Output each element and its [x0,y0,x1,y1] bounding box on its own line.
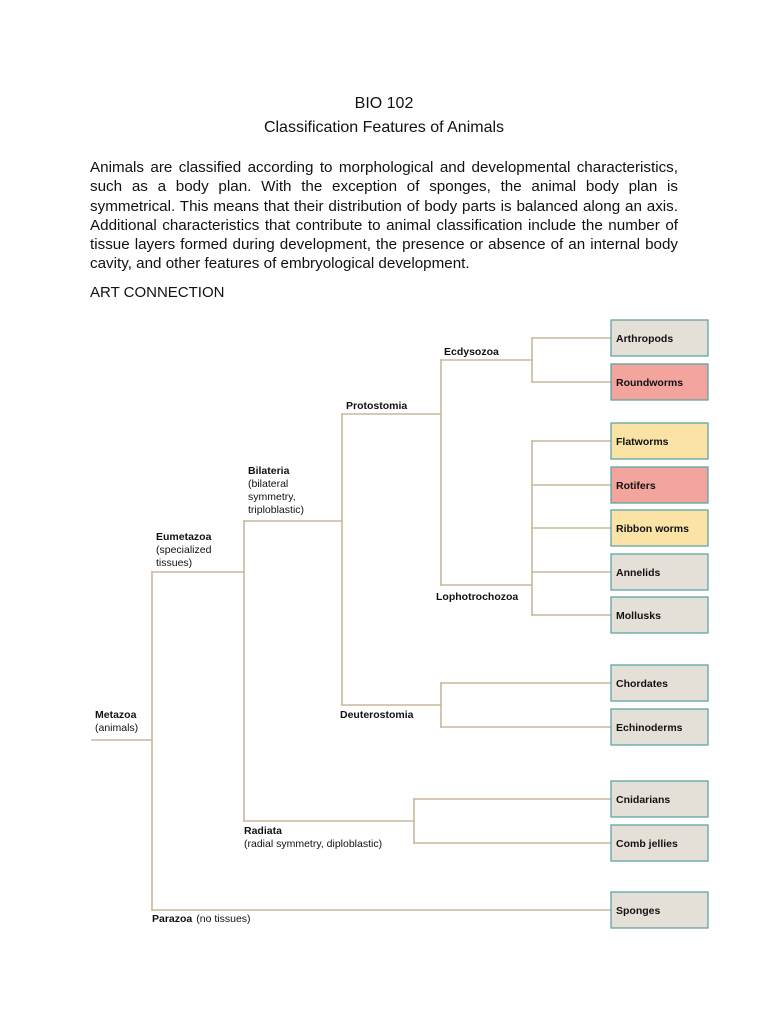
clade-desc-eumetazoa: tissues) [156,557,193,569]
leaf-label: Mollusks [616,610,661,622]
clade-desc-eumetazoa: (specialized [156,544,212,556]
intro-paragraph: Animals are classified according to morphological and developmental characteristics, such as a body plan. With the exception of sponges, the animal body plan is symmetrical. This means that their distribution of body parts is balanced along an axis. Additional characteristics that contribute to animal classification include the number of tissue layers formed during development, the presence or absence of an internal body cavity, and other features of embryological development. [90,159,678,273]
clade-desc-metazoa: (animals) [95,722,139,734]
course-code: BIO 102 [354,95,414,112]
clade-label-protostomia: Protostomia [346,400,408,412]
clade-label-ecdysozoa: Ecdysozoa [444,346,499,358]
clade-desc-radiata: (radial symmetry, diploblastic) [244,838,383,850]
clade-desc-bilateria: symmetry, [248,491,296,503]
clade-desc-bilateria: triploblastic) [248,504,305,516]
clade-desc-parazoa: (no tissues) [196,913,251,925]
page-title: Classification Features of Animals [263,119,505,136]
leaf-label: Arthropods [616,333,674,345]
clade-label-bilateria: Bilateria [248,465,290,477]
leaf-label: Roundworms [616,377,684,389]
leaf-label: Sponges [616,905,661,917]
leaf-label: Flatworms [616,436,669,448]
leaf-label: Comb jellies [616,838,678,850]
leaf-label: Chordates [616,678,668,690]
clade-label-parazoa: Parazoa [152,913,193,925]
leaf-label: Rotifers [616,480,656,492]
leaf-label: Annelids [616,567,661,579]
leaf-label: Echinoderms [616,722,683,734]
clade-desc-bilateria: (bilateral [248,478,289,490]
clade-label-radiata: Radiata [244,825,282,837]
clade-label-metazoa: Metazoa [95,709,137,721]
leaf-label: Cnidarians [616,794,671,806]
clade-label-deuterostomia: Deuterostomia [340,709,414,721]
clade-label-eumetazoa: Eumetazoa [156,531,212,543]
clade-label-lophotrochozoa: Lophotrochozoa [436,591,519,603]
leaf-label: Ribbon worms [616,523,689,535]
art-connection-heading: ART CONNECTION [90,284,225,301]
